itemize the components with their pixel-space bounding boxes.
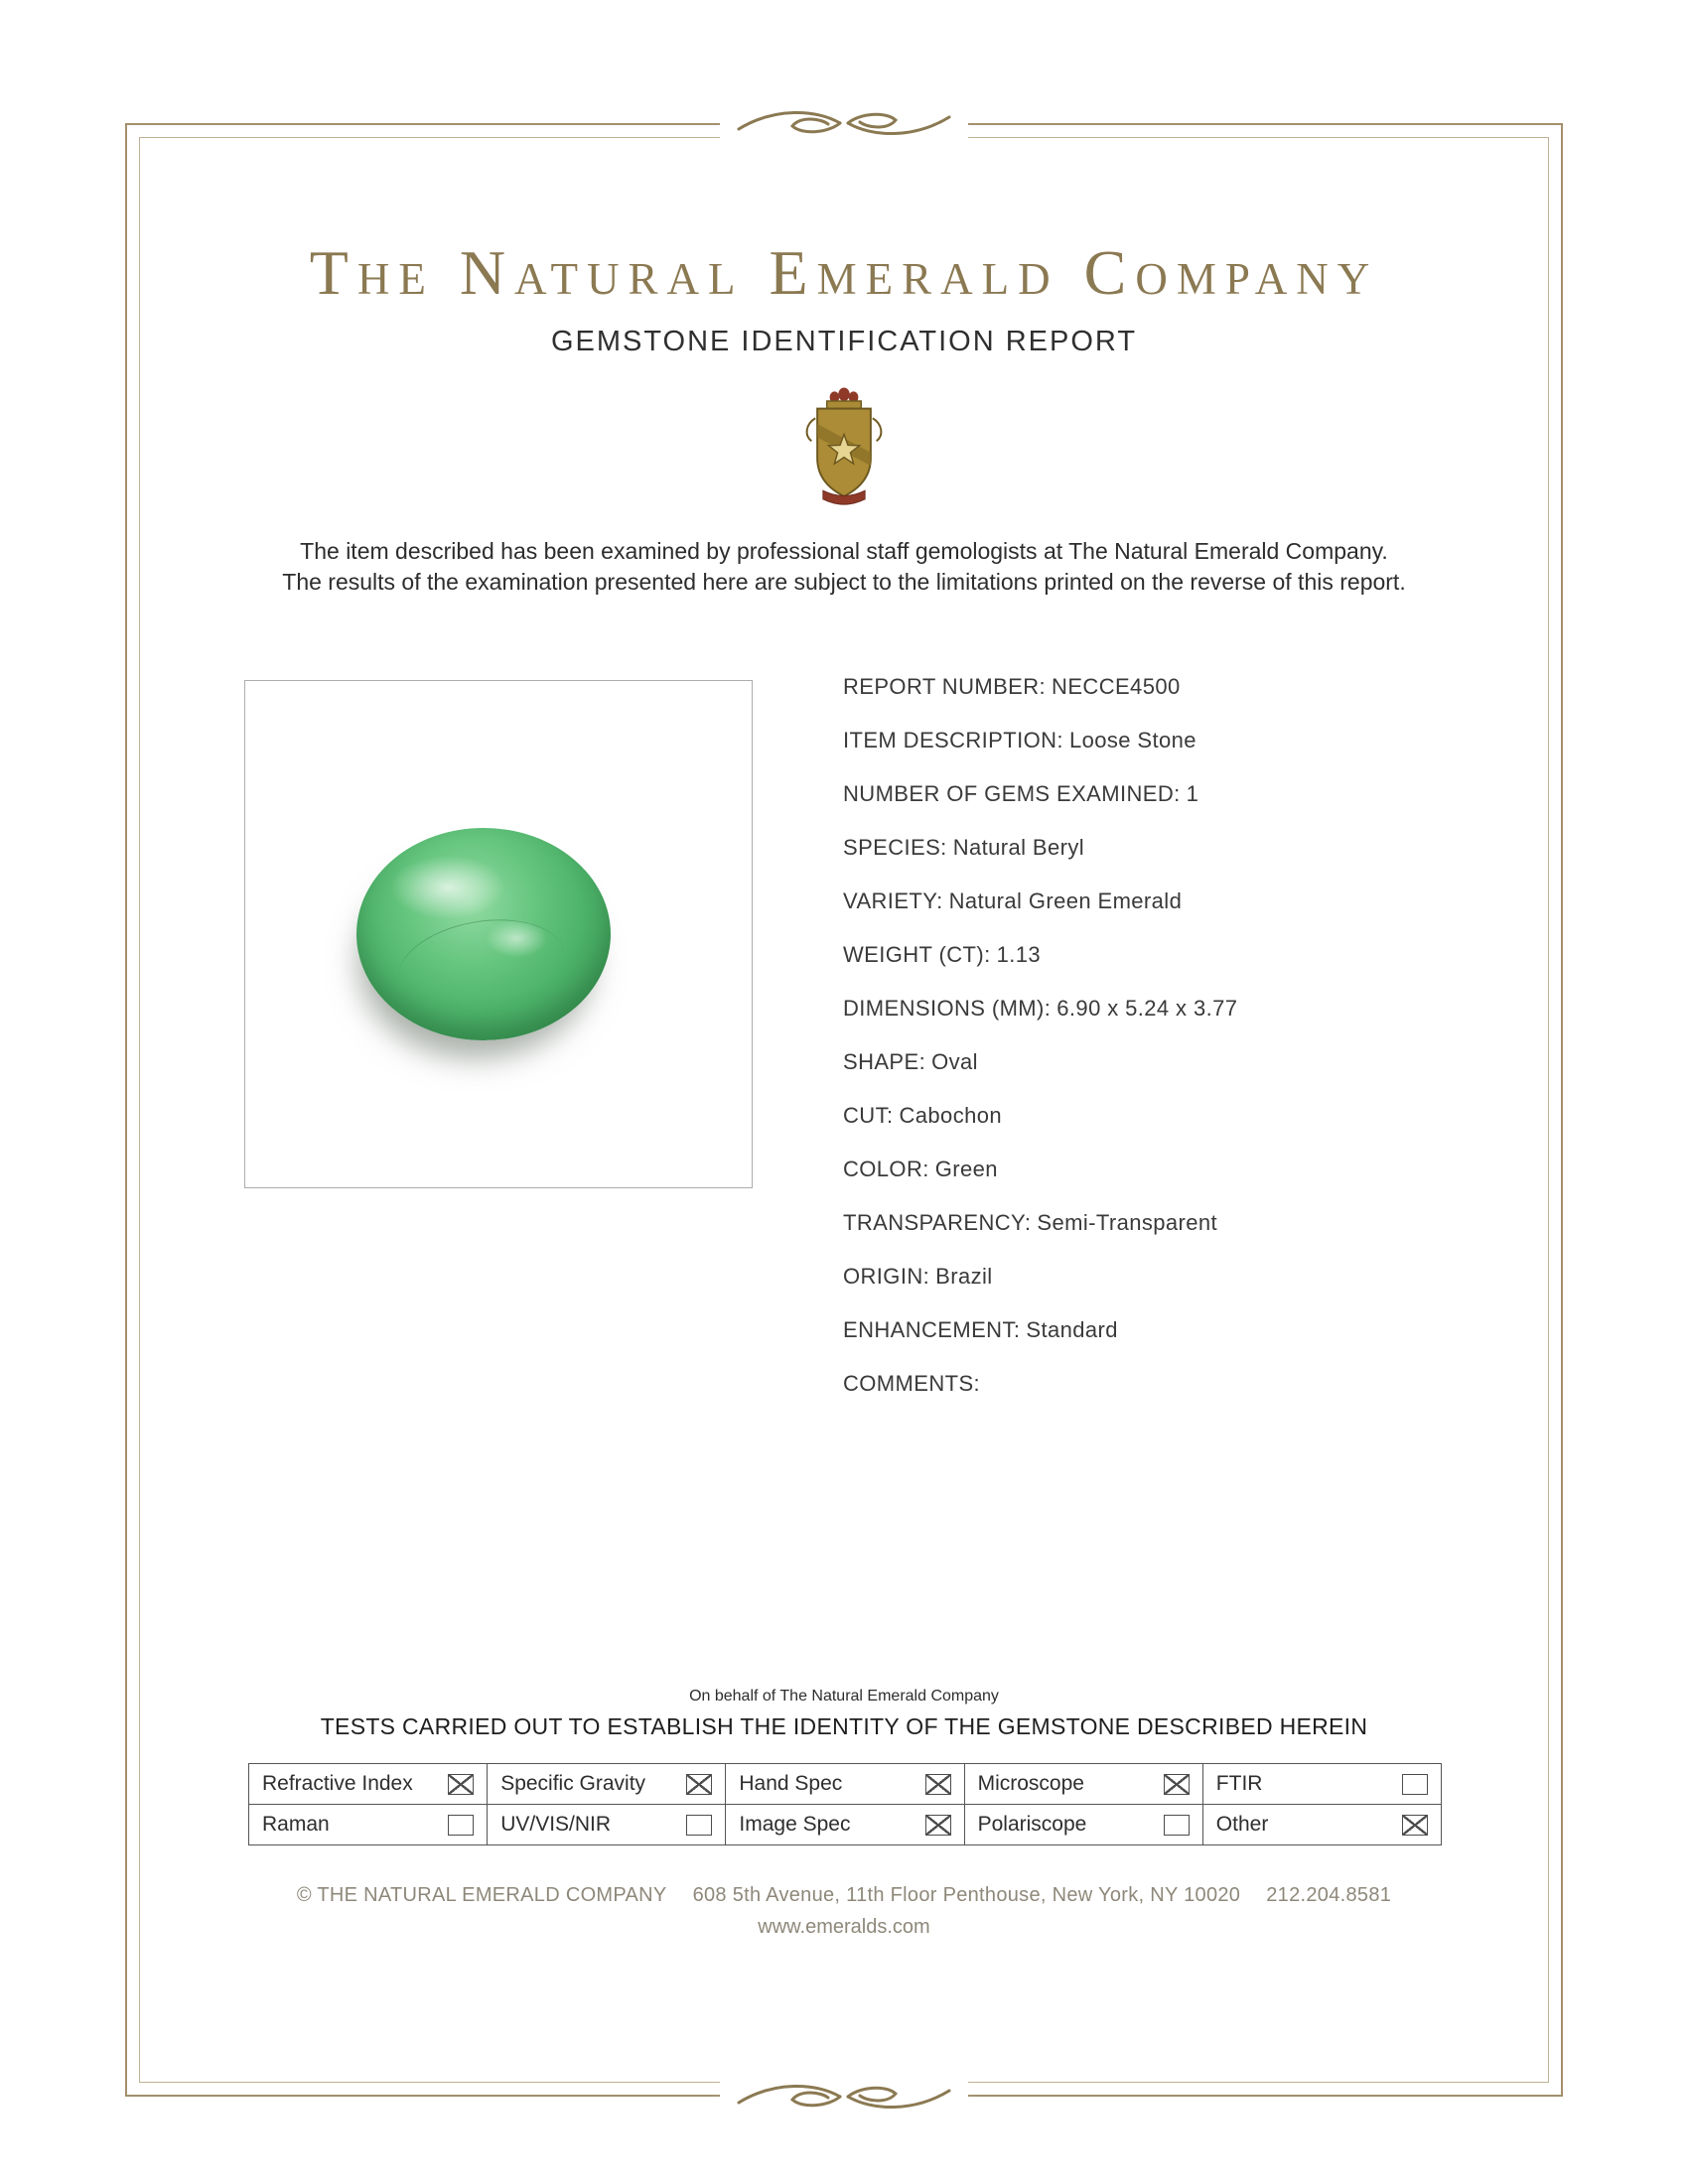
field-gems-examined <box>843 782 1237 806</box>
field-value: Brazil <box>935 1264 993 1289</box>
top-flourish-icon <box>720 99 968 147</box>
field-value: NECCE4500 <box>1052 674 1181 699</box>
field-label: ITEM DESCRIPTION: <box>843 728 1063 752</box>
intro-text <box>0 536 1688 598</box>
field-label: SPECIES: <box>843 835 947 860</box>
field-label: REPORT NUMBER: <box>843 674 1047 699</box>
field-value: Natural Beryl <box>952 835 1085 860</box>
footer-copyright: © THE NATURAL EMERALD COMPANY <box>296 1884 667 1906</box>
test-polariscope <box>965 1805 1203 1845</box>
test-other <box>1203 1805 1442 1845</box>
field-label: NUMBER OF GEMS EXAMINED: <box>843 781 1181 806</box>
field-value: 6.90 x 5.24 x 3.77 <box>1056 996 1238 1021</box>
test-label: Hand Spec <box>739 1772 843 1795</box>
test-label: FTIR <box>1215 1772 1263 1795</box>
test-label: UV/VIS/NIR <box>500 1813 612 1836</box>
intro-line-2: The results of the examination presented here are subject to the limitations printed on the reverse of this report. <box>282 569 1406 595</box>
test-label: Image Spec <box>739 1813 851 1836</box>
checkbox-icon <box>925 1774 951 1795</box>
field-value: Green <box>934 1157 998 1181</box>
field-label: COLOR: <box>843 1157 929 1181</box>
company-crest-icon <box>0 385 1688 510</box>
field-color <box>843 1158 1237 1181</box>
field-variety <box>843 889 1237 913</box>
field-value: Oval <box>931 1049 978 1074</box>
test-specific-gravity <box>488 1764 726 1805</box>
test-ftir <box>1203 1764 1442 1805</box>
field-label: COMMENTS: <box>843 1371 981 1396</box>
test-refractive-index <box>249 1764 488 1805</box>
field-label: DIMENSIONS (MM): <box>843 996 1052 1021</box>
test-label: Other <box>1215 1813 1269 1836</box>
checkbox-icon <box>1402 1774 1428 1795</box>
tests-heading: TESTS CARRIED OUT TO ESTABLISH THE IDENTITY OF THE GEMSTONE DESCRIBED HEREIN <box>320 1713 1368 1739</box>
field-value: 1.13 <box>996 942 1042 967</box>
field-origin <box>843 1265 1237 1289</box>
gemstone-photo-frame <box>244 680 753 1188</box>
footer-website: www.emeralds.com <box>758 1916 930 1938</box>
field-label: ENHANCEMENT: <box>843 1317 1021 1342</box>
test-label: Raman <box>262 1813 330 1836</box>
test-image-spec <box>726 1805 964 1845</box>
company-name: The Natural Emerald Company <box>309 237 1379 308</box>
field-value: Cabochon <box>899 1103 1002 1128</box>
field-label: WEIGHT (CT): <box>843 942 991 967</box>
field-cut <box>843 1104 1237 1128</box>
field-value: Standard <box>1026 1317 1118 1342</box>
checkbox-icon <box>925 1815 951 1836</box>
field-species <box>843 836 1237 860</box>
field-value: Loose Stone <box>1068 728 1196 752</box>
test-raman <box>249 1805 488 1845</box>
field-dimensions <box>843 997 1237 1021</box>
field-label: CUT: <box>843 1103 894 1128</box>
checkbox-icon <box>686 1815 712 1836</box>
test-uv-vis-nir <box>488 1805 726 1845</box>
report-fields <box>843 675 1237 1426</box>
field-report-number <box>843 675 1237 699</box>
checkbox-icon <box>1164 1815 1190 1836</box>
field-shape <box>843 1050 1237 1074</box>
field-item-description <box>843 729 1237 752</box>
field-label: VARIETY: <box>843 888 943 913</box>
tests-table <box>248 1763 1442 1845</box>
intro-line-1: The item described has been examined by professional staff gemologists at The Natural Emerald Company. <box>300 538 1388 564</box>
field-weight <box>843 943 1237 967</box>
field-label: SHAPE: <box>843 1049 926 1074</box>
field-label: TRANSPARENCY: <box>843 1210 1032 1235</box>
field-value: Semi-Transparent <box>1037 1210 1218 1235</box>
footer-contact-line <box>0 1884 1688 1907</box>
test-label: Polariscope <box>977 1813 1087 1836</box>
field-label: ORIGIN: <box>843 1264 930 1289</box>
field-value: Natural Green Emerald <box>948 888 1183 913</box>
test-label: Refractive Index <box>262 1772 413 1795</box>
checkbox-icon <box>1402 1815 1428 1836</box>
test-hand-spec <box>726 1764 964 1805</box>
emerald-cabochon-image <box>356 828 611 1040</box>
test-microscope <box>965 1764 1203 1805</box>
field-transparency <box>843 1211 1237 1235</box>
footer-address: 608 5th Avenue, 11th Floor Penthouse, New York, NY 10020 <box>692 1884 1241 1906</box>
field-enhancement <box>843 1318 1237 1342</box>
bottom-flourish-icon <box>720 2073 968 2120</box>
test-label: Specific Gravity <box>500 1772 646 1795</box>
on-behalf-text: On behalf of The Natural Emerald Company <box>689 1688 999 1705</box>
checkbox-icon <box>448 1815 474 1836</box>
test-label: Microscope <box>977 1772 1084 1795</box>
checkbox-icon <box>448 1774 474 1795</box>
report-title: GEMSTONE IDENTIFICATION REPORT <box>550 326 1138 357</box>
checkbox-icon <box>686 1774 712 1795</box>
field-comments <box>843 1372 1237 1396</box>
footer-phone: 212.204.8581 <box>1266 1884 1392 1906</box>
field-value: 1 <box>1186 781 1199 806</box>
checkbox-icon <box>1164 1774 1190 1795</box>
